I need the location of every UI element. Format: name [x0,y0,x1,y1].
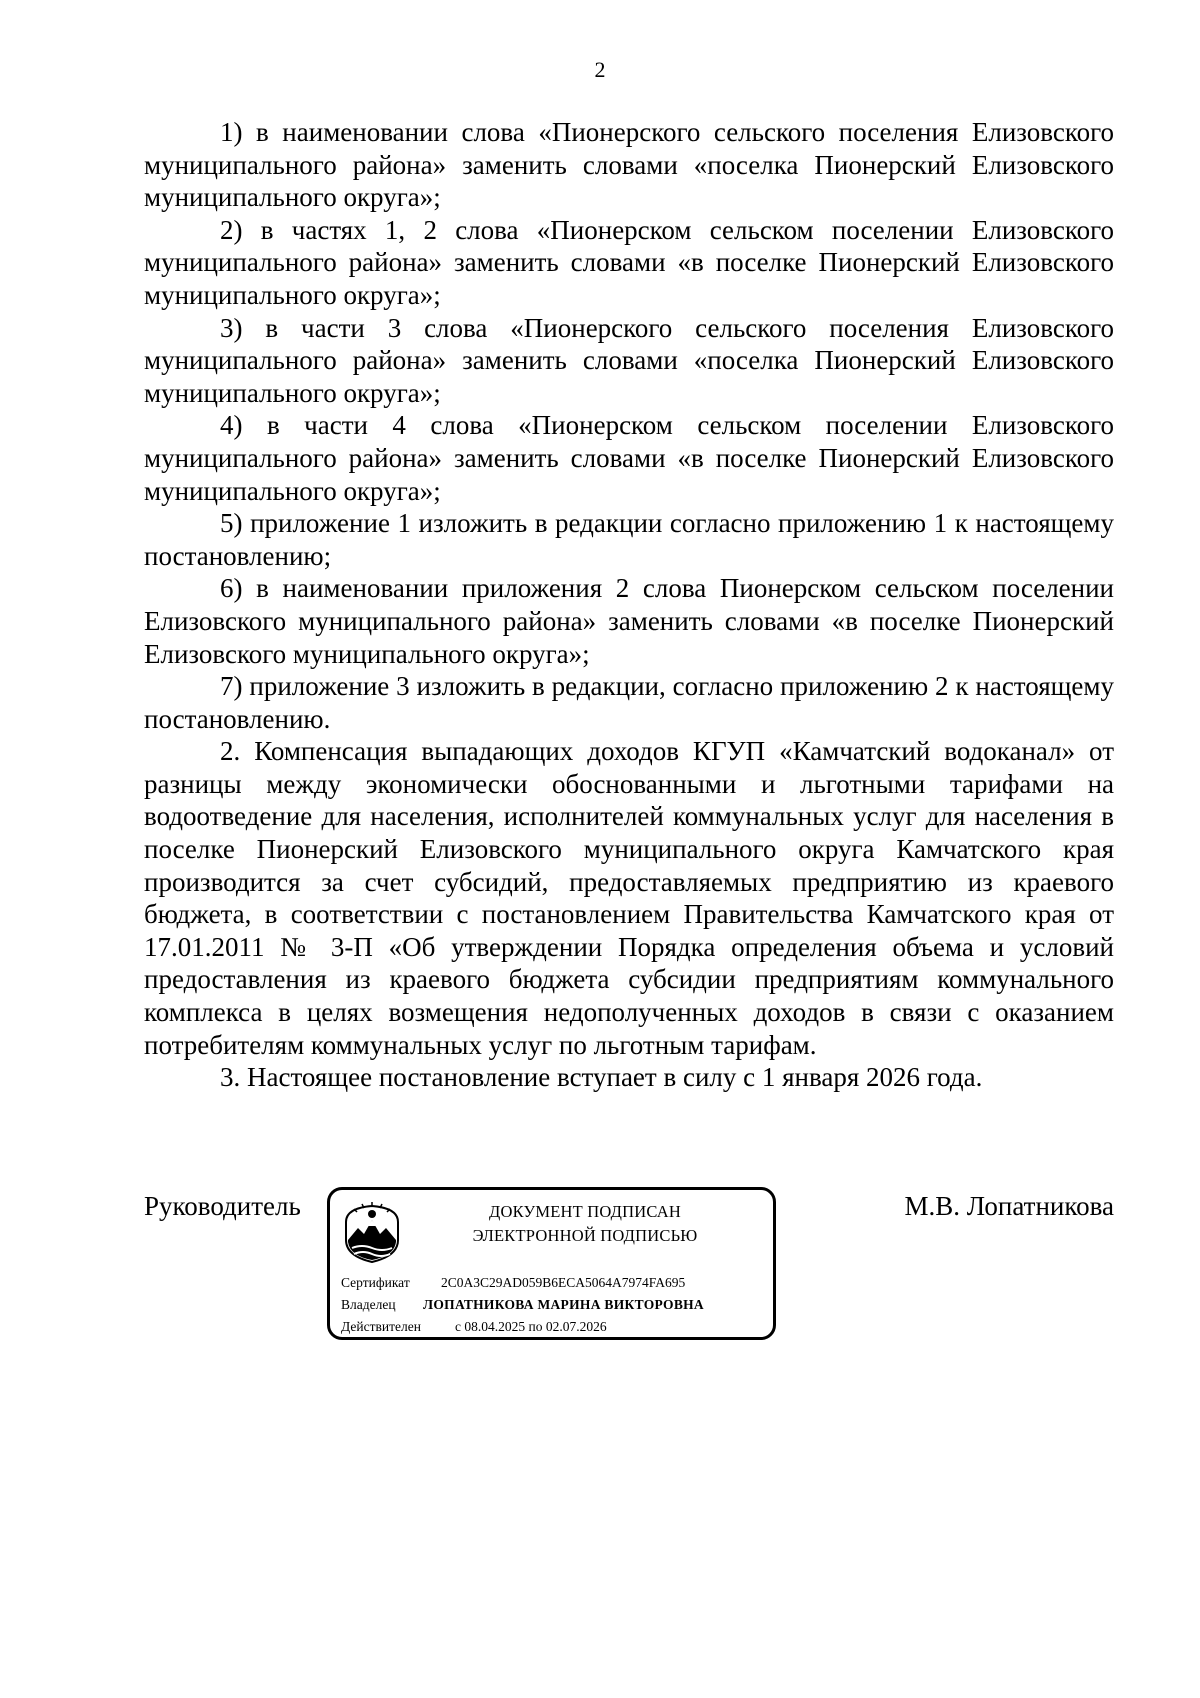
paragraph-number: 1) [220,117,243,147]
paragraph-number: 4) [220,410,243,441]
paragraph-item-5 [144,507,1114,572]
signature-block [144,1190,1114,1350]
paragraph-text: приложение 3 изложить в редакции, согласно приложению 2 к настоящему постановлению. [144,671,1115,734]
stamp-certificate-row [341,1274,685,1292]
paragraph-compensation [144,735,1114,1061]
certificate-label: Сертификат [341,1275,410,1290]
validity-value: с 08.04.2025 по 02.07.2026 [455,1319,607,1334]
paragraph-number: 3. [220,1062,241,1093]
paragraph-number: 5) [220,508,243,539]
paragraph-item-7 [144,670,1114,735]
stamp-title-line-1: ДОКУМЕНТ ПОДПИСАН [489,1202,681,1221]
electronic-signature-stamp [327,1187,776,1340]
stamp-title [410,1200,760,1248]
paragraph-text: в части 4 слова «Пионерском сельском поселении Елизовского муниципального района» заменить словами «в поселке Пионерский Елизовского муниципального округа»; [144,410,1114,506]
owner-value: ЛОПАТНИКОВА МАРИНА ВИКТОРОВНА [423,1297,704,1312]
paragraph-item-4 [144,409,1114,507]
paragraph-item-3 [144,312,1114,410]
paragraph-number: 2. [220,736,241,767]
paragraph-item-6 [144,572,1114,670]
stamp-owner-row [341,1296,704,1314]
paragraph-item-1 [144,116,1114,214]
paragraph-number: 6) [220,573,243,604]
stamp-validity-row [341,1318,607,1336]
paragraph-effective-date [144,1061,1114,1094]
paragraph-number: 7) [220,671,243,702]
document-body [144,116,1114,1094]
signer-name: М.В. Лопатникова [904,1191,1114,1221]
paragraph-number: 3) [220,312,243,343]
paragraph-text: в части 3 слова «Пионерского сельского поселения Елизовского муниципального района» заменить словами «поселка Пионерский Елизовского муниципального округа»; [144,312,1115,408]
page-number: 2 [594,57,606,82]
certificate-value: 2C0A3C29AD059B6ECA5064A7974FA695 [441,1275,686,1290]
paragraph-text: в наименовании приложения 2 слова Пионерском сельском поселении Елизовского муниципального района» заменить словами «в поселке Пионерский Елизовского муниципального округа»; [144,573,1114,669]
paragraph-item-2 [144,214,1114,312]
paragraph-text: Компенсация выпадающих доходов КГУП «Камчатский водоканал» от разницы между экономически обоснованными и льготными тарифами на водоотведение для населения, исполнителей коммунальных услуг для населения в поселке Пионерский Елизовского муниципального округа Камчатского края производится за счет субсидий, предоставляемых предприятию из краевого бюджета, в соответствии с постановлением Правительства Камчатского края от 17.01.2011 № 3-П «Об утверждении Порядка определения объема и условий предоставления из краевого бюджета субсидии предприятиям коммунального комплекса в целях возмещения недополученных доходов в связи с оказанием потребителям коммунальных услуг по льготным тарифам. [144,736,1114,1060]
paragraph-text: Настоящее постановление вступает в силу с 1 января 2026 года. [247,1062,983,1093]
signatory-role: Руководитель [144,1191,301,1221]
paragraph-text: в наименовании слова «Пионерского сельского поселения Елизовского муниципального района» заменить словами «поселка Пионерский Елизовского муниципального округа»; [144,117,1114,213]
stamp-title-line-2: ЭЛЕКТРОННОЙ ПОДПИСЬЮ [472,1226,698,1245]
owner-label: Владелец [341,1297,396,1312]
paragraph-text: в частях 1, 2 слова «Пионерском сельском поселении Елизовского муниципального района» заменить словами «в поселке Пионерский Елизовского муниципального округа»; [144,214,1115,310]
paragraph-number: 2) [220,214,243,245]
kamchatka-emblem-icon [342,1200,402,1264]
validity-label: Действителен [341,1319,421,1334]
paragraph-text: приложение 1 изложить в редакции согласно приложению 1 к настоящему постановлению; [144,508,1115,571]
